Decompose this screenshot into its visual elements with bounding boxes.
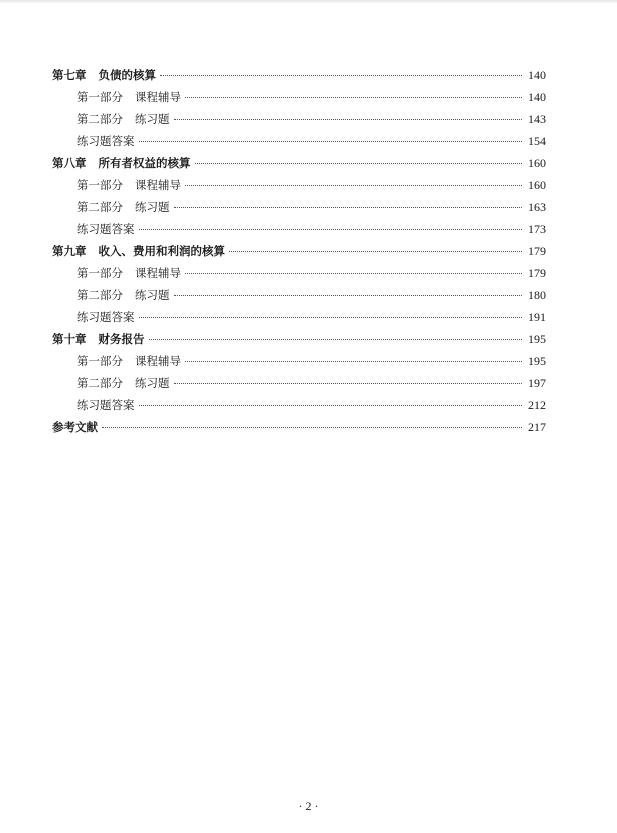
dot-leader: [195, 163, 523, 164]
dot-leader: [102, 427, 522, 428]
dot-leader: [149, 339, 523, 340]
toc-entry-label: 练习题答案: [77, 398, 135, 412]
toc-page-number: 191: [528, 310, 546, 324]
toc-entry-title: [52, 152, 191, 174]
toc-page-number: 195: [528, 354, 546, 368]
toc-section-row: [52, 174, 546, 196]
dot-leader: [160, 75, 522, 76]
toc-chapter-row: [52, 152, 546, 174]
toc-section-row: [52, 130, 546, 152]
toc-entry-label: 练习题答案: [77, 310, 135, 324]
toc-section-row: [52, 218, 546, 240]
toc-entry-title: [77, 174, 181, 196]
dot-leader: [139, 405, 523, 406]
toc-entry-title: [77, 262, 181, 284]
toc-page-number: 179: [528, 266, 546, 280]
toc-section-row: [52, 284, 546, 306]
dot-leader: [229, 251, 522, 252]
toc-chapter-row: [52, 328, 546, 350]
toc-entry-title: [77, 108, 170, 130]
toc-entry-title: [52, 328, 145, 350]
toc-entry-number: 第二部分: [77, 376, 123, 390]
dot-leader: [174, 295, 523, 296]
toc-entry-title: [52, 416, 98, 438]
toc-page-number: 160: [528, 178, 546, 192]
dot-leader: [139, 317, 523, 318]
toc-entry-number: 第八章: [52, 156, 87, 170]
toc-entry-number: 第二部分: [77, 200, 123, 214]
toc-entry-label: 财务报告: [98, 332, 145, 346]
toc-entry-number: 第二部分: [77, 112, 123, 126]
toc-entry-number: 第一部分: [77, 266, 123, 280]
toc-entry-title: [77, 350, 181, 372]
toc-entry-label: 负债的核算: [98, 68, 156, 82]
dot-leader: [174, 383, 523, 384]
toc-entry-label: 练习题答案: [77, 222, 135, 236]
toc-section-row: [52, 196, 546, 218]
toc-entry-title: [52, 240, 225, 262]
toc-entry-label: 练习题: [135, 288, 170, 302]
toc-page-number: 195: [528, 332, 546, 346]
toc-entry-title: [77, 86, 181, 108]
dot-leader: [185, 361, 522, 362]
toc-section-row: [52, 86, 546, 108]
toc-entry-number: 第一部分: [77, 178, 123, 192]
toc-page-number: 140: [528, 68, 546, 82]
toc-page-number: 212: [528, 398, 546, 412]
toc-section-row: [52, 108, 546, 130]
page-number: · 2 ·: [298, 799, 319, 813]
toc-entry-title: [77, 218, 135, 240]
toc-page-number: 160: [528, 156, 546, 170]
toc-page-number: 217: [528, 420, 546, 434]
toc-entry-title: [77, 284, 170, 306]
toc-entry-number: 第九章: [52, 244, 87, 258]
toc-page-number: 197: [528, 376, 546, 390]
dot-leader: [174, 207, 523, 208]
toc-page-number: 154: [528, 134, 546, 148]
dot-leader: [139, 229, 523, 230]
toc-entry-number: 第一部分: [77, 90, 123, 104]
toc-section-row: [52, 350, 546, 372]
toc-entry-title: [77, 394, 135, 416]
dot-leader: [185, 185, 522, 186]
table-of-contents: [52, 64, 546, 438]
toc-entry-title: [77, 130, 135, 152]
toc-page-number: 179: [528, 244, 546, 258]
toc-page-number: 140: [528, 90, 546, 104]
toc-entry-number: 第十章: [52, 332, 87, 346]
toc-entry-label: 所有者权益的核算: [98, 156, 191, 170]
dot-leader: [185, 97, 522, 98]
top-rule: [0, 0, 617, 3]
toc-entry-label: 课程辅导: [135, 90, 181, 104]
toc-chapter-row: [52, 64, 546, 86]
dot-leader: [185, 273, 522, 274]
toc-entry-label: 课程辅导: [135, 266, 181, 280]
toc-page-number: 143: [528, 112, 546, 126]
toc-entry-number: 第二部分: [77, 288, 123, 302]
toc-entry-title: [77, 372, 170, 394]
toc-entry-label: 参考文献: [52, 420, 98, 434]
toc-chapter-row: [52, 416, 546, 438]
toc-entry-label: 收入、费用和利润的核算: [98, 244, 225, 258]
toc-entry-label: 练习题: [135, 200, 170, 214]
toc-section-row: [52, 394, 546, 416]
toc-entry-label: 练习题答案: [77, 134, 135, 148]
dot-leader: [174, 119, 523, 120]
toc-entry-title: [77, 306, 135, 328]
toc-chapter-row: [52, 240, 546, 262]
toc-entry-label: 课程辅导: [135, 354, 181, 368]
toc-entry-label: 练习题: [135, 112, 170, 126]
toc-entry-number: 第七章: [52, 68, 87, 82]
toc-page-number: 163: [528, 200, 546, 214]
toc-section-row: [52, 306, 546, 328]
dot-leader: [139, 141, 523, 142]
toc-entry-number: 第一部分: [77, 354, 123, 368]
toc-entry-title: [52, 64, 156, 86]
toc-section-row: [52, 262, 546, 284]
toc-page-number: 173: [528, 222, 546, 236]
toc-page-number: 180: [528, 288, 546, 302]
toc-entry-title: [77, 196, 170, 218]
toc-entry-label: 课程辅导: [135, 178, 181, 192]
toc-entry-label: 练习题: [135, 376, 170, 390]
toc-section-row: [52, 372, 546, 394]
